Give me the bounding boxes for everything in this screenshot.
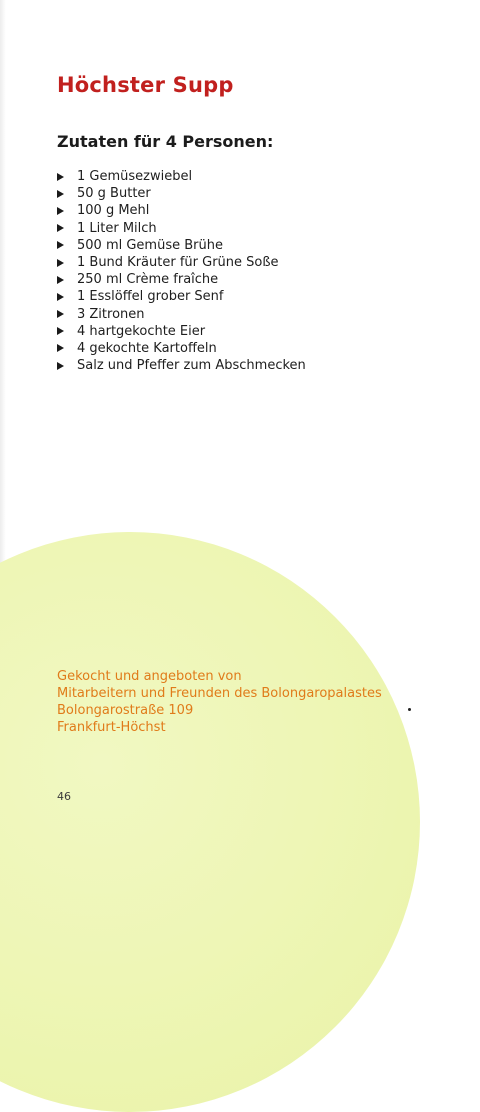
triangle-bullet-icon [57,276,64,284]
list-item [57,185,306,202]
footer-line: Bolongarostraße 109 [57,703,194,718]
ingredient-text: 50 g Butter [77,186,151,202]
decorative-green-circle [0,532,420,1112]
list-item [57,306,306,323]
footer-line: Frankfurt-Höchst [57,720,166,735]
list-item [57,271,306,288]
speck-dot [408,708,411,711]
list-item [57,340,306,357]
triangle-bullet-icon [57,173,64,181]
ingredient-list [57,168,306,374]
ingredient-text: 3 Zitronen [77,306,145,322]
ingredient-text: 1 Gemüsezwiebel [77,169,193,185]
triangle-bullet-icon [57,362,64,370]
page-number: 46 [57,790,71,803]
triangle-bullet-icon [57,190,64,198]
ingredient-text: 4 hartgekochte Eier [77,323,206,339]
ingredients-heading: Zutaten für 4 Personen: [57,132,274,151]
list-item [57,357,306,374]
triangle-bullet-icon [57,224,64,232]
footer-line: Gekocht und angeboten von [57,669,242,684]
footer-line: Mitarbeitern und Freunden des Bolongaropalastes [57,686,382,701]
list-item [57,254,306,271]
triangle-bullet-icon [57,207,64,215]
list-item [57,220,306,237]
footer-credits [57,668,382,736]
ingredient-text: 500 ml Gemüse Brühe [77,237,223,253]
triangle-bullet-icon [57,241,64,249]
triangle-bullet-icon [57,259,64,267]
list-item [57,237,306,254]
ingredient-text: Salz und Pfeffer zum Abschmecken [77,358,306,374]
list-item [57,168,306,185]
ingredient-text: 4 gekochte Kartoffeln [77,340,217,356]
triangle-bullet-icon [57,344,64,352]
list-item [57,202,306,219]
recipe-title: Höchster Supp [57,73,234,97]
ingredient-text: 1 Liter Milch [77,220,157,236]
ingredient-text: 100 g Mehl [77,203,150,219]
triangle-bullet-icon [57,293,64,301]
list-item [57,288,306,305]
triangle-bullet-icon [57,310,64,318]
ingredient-text: 1 Bund Kräuter für Grüne Soße [77,255,279,271]
list-item [57,323,306,340]
ingredient-text: 250 ml Crème fraîche [77,272,219,288]
ingredient-text: 1 Esslöffel grober Senf [77,289,224,305]
triangle-bullet-icon [57,327,64,335]
